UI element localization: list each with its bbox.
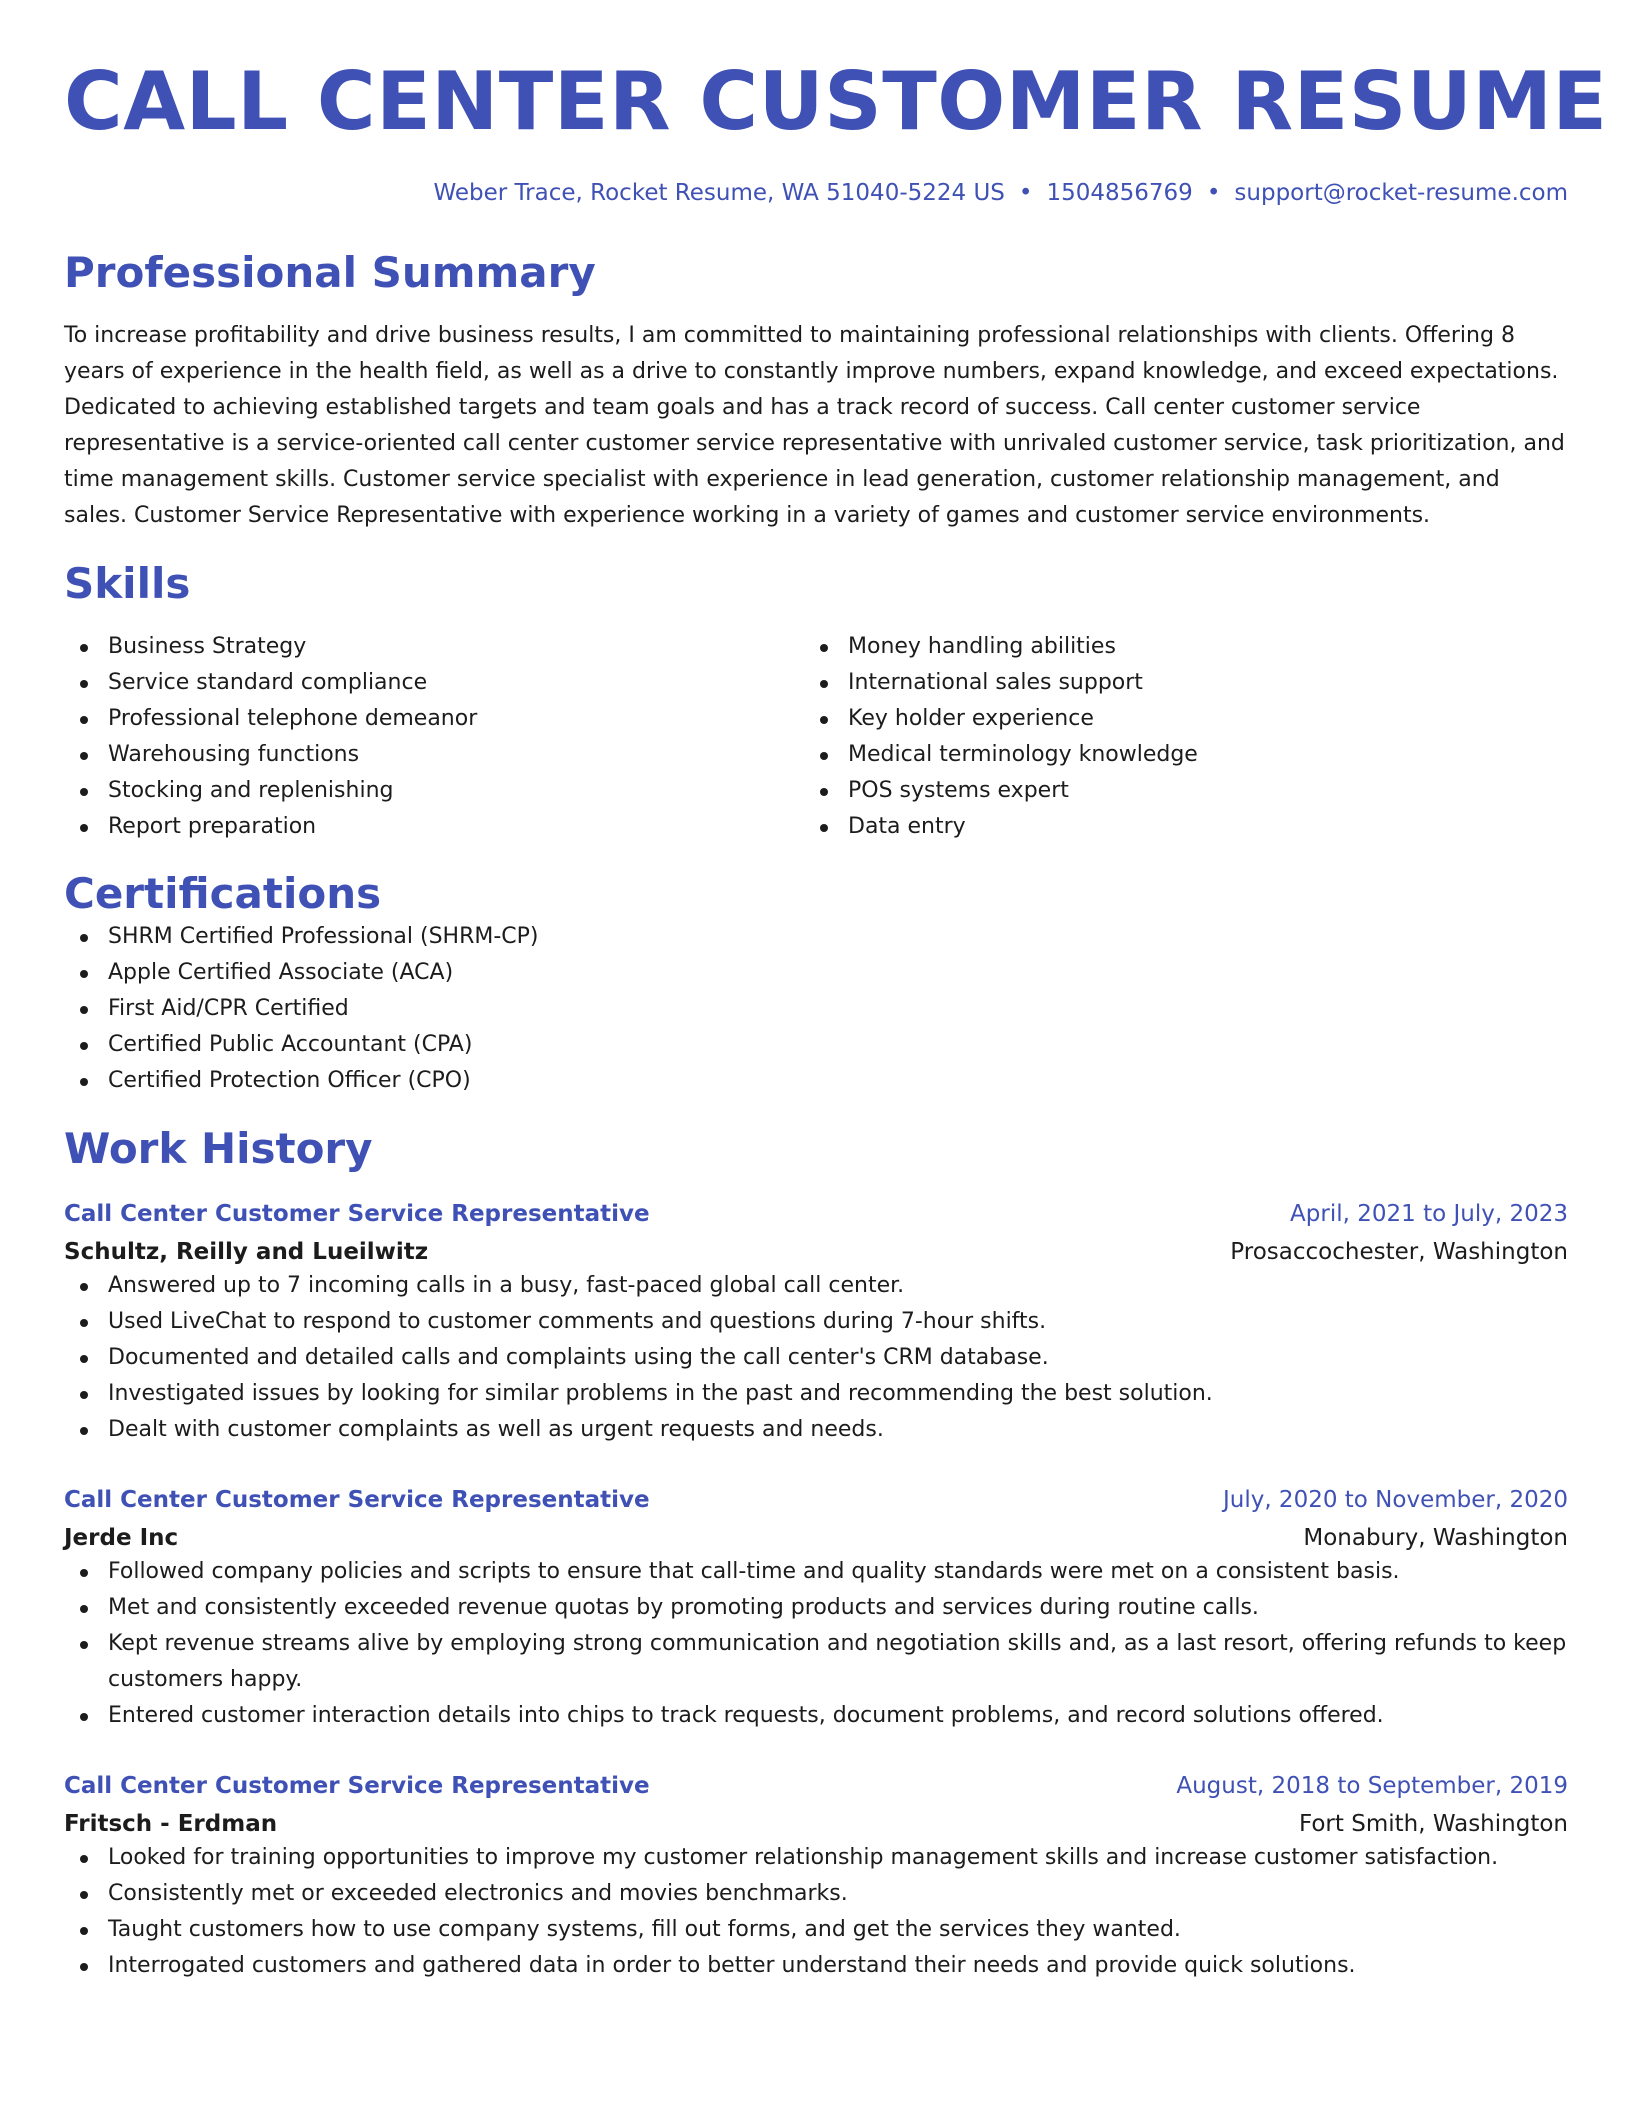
job-entry [64,1484,1568,1734]
job-bullet: Followed company policies and scripts to ensure that call-time and quality standards were met on a consistent basis. [64,1554,1568,1590]
skill-item: Key holder experience [804,701,1544,737]
job-company: Jerde Inc [64,1525,179,1551]
job-company-row [64,1236,1568,1268]
job-bullet: Interrogated customers and gathered data in order to better understand their needs and provide quick solutions. [64,1948,1568,1984]
job-bullet: Taught customers how to use company systems, fill out forms, and get the services they wanted. [64,1912,1568,1948]
summary-heading: Professional Summary [64,248,596,297]
certification-item: Apple Certified Associate (ACA) [64,955,1568,991]
job-bullet: Entered customer interaction details into chips to track requests, document problems, and record solutions offered. [64,1698,1568,1734]
certification-item: Certified Public Accountant (CPA) [64,1027,1568,1063]
job-bullet-list [64,1840,1568,1984]
job-bullet: Consistently met or exceeded electronics and movies benchmarks. [64,1876,1568,1912]
certification-item: Certified Protection Officer (CPO) [64,1063,1568,1099]
skill-item: International sales support [804,665,1544,701]
skills-heading: Skills [64,559,191,608]
skills-right-list [804,629,1544,845]
skill-item: Service standard compliance [64,665,804,701]
skill-item: POS systems expert [804,773,1544,809]
job-entry [64,1198,1568,1448]
job-dates: April, 2021 to July, 2023 [1290,1201,1568,1227]
skills-grid [64,629,1568,845]
skill-item: Professional telephone demeanor [64,701,804,737]
certifications-heading: Certifications [64,869,382,918]
certification-item: SHRM Certified Professional (SHRM-CP) [64,919,1568,955]
work-history-section [64,1124,1568,1984]
job-bullet: Met and consistently exceeded revenue quotas by promoting products and services during routine calls. [64,1590,1568,1626]
job-location: Monabury, Washington [1303,1525,1568,1551]
contact-phone: 1504856769 [1046,180,1193,206]
job-location: Prosaccochester, Washington [1230,1239,1568,1265]
resume-header [64,0,1608,208]
job-title: Call Center Customer Service Representative [64,1773,650,1799]
job-bullet-list [64,1554,1568,1734]
skill-item: Stocking and replenishing [64,773,804,809]
skill-item: Business Strategy [64,629,804,665]
contact-email: support@rocket-resume.com [1234,180,1568,206]
job-bullet: Kept revenue streams alive by employing strong communication and negotiation skills and, as a last resort, offering refunds to keep customers happy. [64,1626,1568,1698]
job-company: Fritsch - Erdman [64,1811,278,1837]
contact-line [64,178,1568,208]
skill-item: Medical terminology knowledge [804,737,1544,773]
job-entry [64,1770,1568,1984]
job-title-row [64,1770,1568,1802]
job-bullet: Documented and detailed calls and complaints using the call center's CRM database. [64,1340,1568,1376]
job-company: Schultz, Reilly and Lueilwitz [64,1239,429,1265]
skills-section [64,559,1568,845]
certification-item: First Aid/CPR Certified [64,991,1568,1027]
skill-item: Warehousing functions [64,737,804,773]
job-title-row [64,1484,1568,1516]
summary-text: To increase profitability and drive business results, I am committed to maintaining professional relationships with clients. Offering 8 years of experience in the health field, as well as a drive to constantly improve numbers, expand knowledge, and exceed expectations. Dedicated to achieving established targets and team goals and has a track record of success. Call center customer service representative is a service-oriented call center customer service representative with unrivaled customer service, task prioritization, and time management skills. Customer service specialist with experience in lead generation, customer relationship management, and sales. Customer Service Representative with experience working in a variety of games and customer service environments. [64,323,1565,528]
skills-left-list [64,629,804,845]
job-bullet: Used LiveChat to respond to customer comments and questions during 7-hour shifts. [64,1304,1568,1340]
job-bullet: Looked for training opportunities to improve my customer relationship management skills and increase customer satisfaction. [64,1840,1568,1876]
job-bullet: Dealt with customer complaints as well as urgent requests and needs. [64,1412,1568,1448]
summary-section [64,248,1568,534]
certifications-section [64,869,1568,1099]
contact-address: Weber Trace, Rocket Resume, WA 51040-5224 US [433,180,1005,206]
job-location: Fort Smith, Washington [1298,1811,1568,1837]
skill-item: Report preparation [64,809,804,845]
work-history-heading: Work History [64,1124,373,1173]
job-company-row [64,1808,1568,1840]
resume-name: CALL CENTER CUSTOMER RESUME [64,55,1608,148]
job-bullet-list [64,1268,1568,1448]
skill-item: Money handling abilities [804,629,1544,665]
job-company-row [64,1522,1568,1554]
job-title-row [64,1198,1568,1230]
contact-separator: • [1206,180,1221,206]
job-bullet: Answered up to 7 incoming calls in a busy, fast-paced global call center. [64,1268,1568,1304]
skill-item: Data entry [804,809,1544,845]
contact-separator: • [1018,180,1033,206]
certifications-list [64,919,1568,1099]
job-title: Call Center Customer Service Representative [64,1201,650,1227]
job-bullet: Investigated issues by looking for similar problems in the past and recommending the best solution. [64,1376,1568,1412]
job-dates: July, 2020 to November, 2020 [1222,1487,1568,1513]
job-title: Call Center Customer Service Representative [64,1487,650,1513]
job-dates: August, 2018 to September, 2019 [1176,1773,1568,1799]
